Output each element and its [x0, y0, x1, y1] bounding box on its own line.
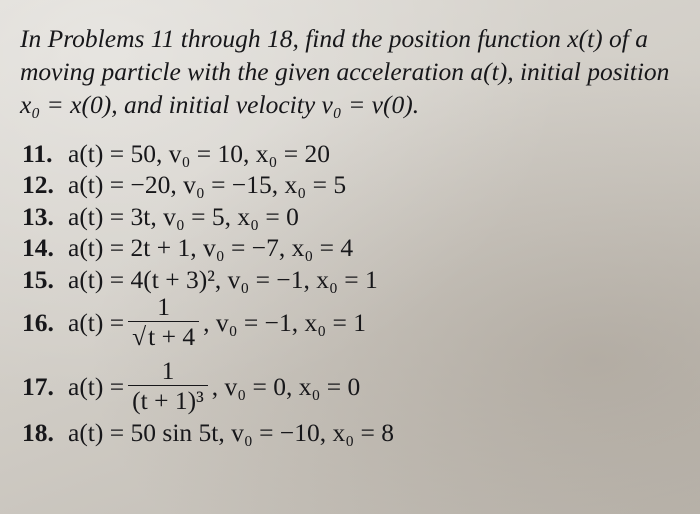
- fraction-numerator: 1: [157, 292, 171, 321]
- problem-17: [22, 356, 672, 418]
- problem-number: 15.: [22, 264, 54, 294]
- problem-11: [22, 138, 672, 170]
- problem-expression: a(t) = 3t, v₀ = 5, x₀ = 0: [68, 201, 299, 231]
- problem-number: 17.: [22, 371, 54, 401]
- fraction: [128, 357, 208, 416]
- problem-lhs: a(t) =: [68, 307, 125, 337]
- problem-number: 16.: [22, 307, 54, 337]
- problem-list: [22, 138, 672, 449]
- problem-expression: a(t) = 50 sin 5t, v₀ = −10, x₀ = 8: [68, 418, 395, 448]
- problem-number: 12.: [22, 170, 54, 200]
- square-root: √t + 4: [132, 322, 196, 351]
- problem-13: [22, 201, 672, 233]
- radicand: t + 4: [148, 322, 196, 351]
- fraction-denominator: (t + 1)³: [128, 385, 208, 416]
- problem-conditions: , v₀ = −1, x₀ = 1: [203, 307, 367, 337]
- problem-expression: a(t) = 4(t + 3)², v₀ = −1, x₀ = 1: [68, 264, 378, 294]
- fraction-denominator: [128, 321, 199, 352]
- problem-number: 14.: [22, 233, 54, 263]
- problem-18: [22, 418, 672, 450]
- problem-expression: a(t) = 2t + 1, v₀ = −7, x₀ = 4: [68, 233, 354, 263]
- problem-16: [22, 292, 672, 354]
- problem-expression: a(t) = −20, v₀ = −15, x₀ = 5: [68, 170, 347, 200]
- problem-conditions: , v₀ = 0, x₀ = 0: [211, 371, 361, 401]
- fraction-numerator: 1: [161, 356, 175, 385]
- problem-instructions: In Problems 11 through 18, find the position function x(t) of a moving particle with the given acceleration a(t), initial position x₀ = x(0), and initial velocity v₀ = v(0).: [20, 24, 670, 119]
- problem-number: 18.: [22, 418, 54, 448]
- problem-14: [22, 233, 672, 265]
- problem-number: 11.: [22, 138, 53, 168]
- fraction: [128, 293, 199, 352]
- problem-12: [22, 170, 672, 202]
- problem-lhs: a(t) =: [68, 371, 125, 401]
- problem-number: 13.: [22, 201, 54, 231]
- problem-expression: a(t) = 50, v₀ = 10, x₀ = 20: [68, 138, 331, 168]
